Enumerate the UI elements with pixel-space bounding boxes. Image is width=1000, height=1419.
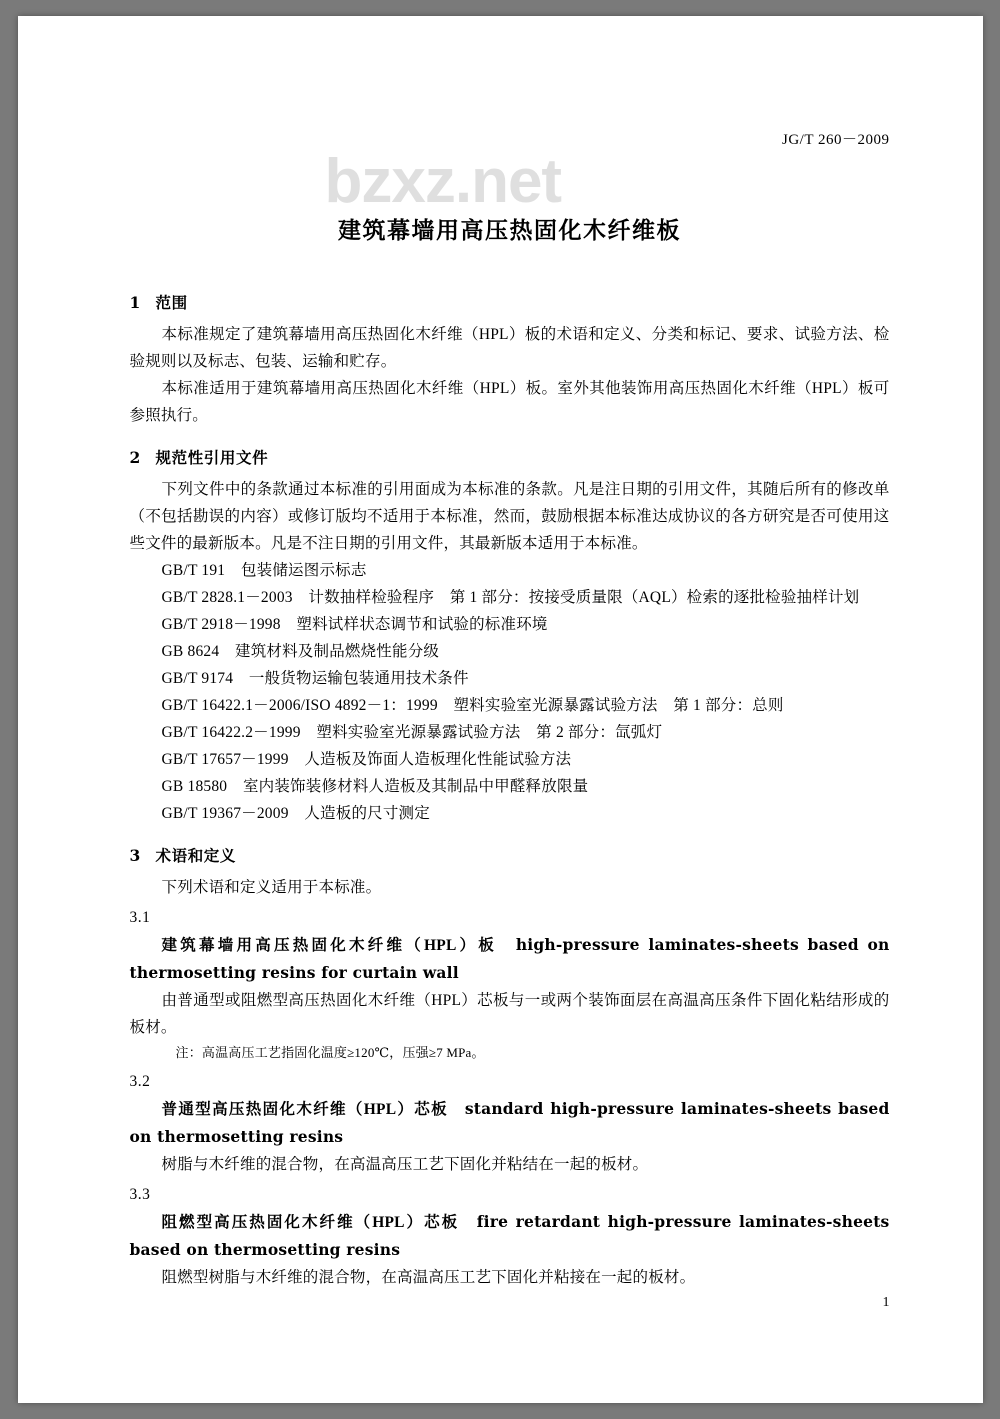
term-en: standard high-pressure laminates-sheets based on thermosetting resins: [129, 1099, 890, 1146]
section-heading-1: [130, 291, 890, 313]
reference-item: GB/T 191 包装储运图示标志: [161, 562, 367, 579]
section-number-2: 2: [129, 448, 141, 467]
reference-item: GB/T 16422.2－1999 塑料实验室光源暴露试验方法 第 2 部分：氙弧灯: [161, 724, 663, 741]
term-entry: [130, 1208, 890, 1264]
section-3-paragraph-1: 下列术语和定义适用于本标准。: [161, 879, 382, 896]
term-entry: [130, 931, 890, 987]
reference-item: GB 18580 室内装饰装修材料人造板及其制品中甲醛释放限量: [161, 778, 589, 795]
term-en: high-pressure laminates-sheets based on thermosetting resins for curtain wall: [129, 935, 890, 982]
page-number: 1: [882, 1295, 890, 1310]
reference-item: GB/T 2918－1998 塑料试样状态调节和试验的标准环境: [161, 616, 548, 633]
document-page: [18, 16, 983, 1403]
reference-item: GB 8624 建筑材料及制品燃烧性能分级: [161, 643, 440, 660]
section-heading-2: [130, 446, 890, 468]
section-number-3: 3: [129, 846, 141, 865]
section-title-2: 规范性引用文件: [155, 448, 269, 467]
section-1-paragraph-1: 本标准规定了建筑幕墙用高压热固化木纤维（HPL）板的术语和定义、分类和标记、要求、试验方法、检验规则以及标志、包装、运输和贮存。: [129, 326, 890, 370]
section-title-1: 范围: [155, 293, 188, 312]
term-cn: 阻燃型高压热固化木纤维（HPL）芯板: [161, 1214, 460, 1231]
term-number: 3.3: [129, 1186, 151, 1203]
section-title-3: 术语和定义: [155, 846, 237, 865]
term-en: fire retardant high-pressure laminates-sheets based on thermosetting resins: [129, 1212, 890, 1259]
section-2-paragraph-1: 下列文件中的条款通过本标准的引用面成为本标准的条款。凡是注日期的引用文件，其随后所有的修改单（不包括勘误的内容）或修订版均不适用于本标准，然而，鼓励根据本标准达成协议的各方研究是否可使用这些文件的最新版本。凡是不注日期的引用文件，其最新版本适用于本标准。: [129, 481, 890, 552]
document-body: [130, 274, 890, 1291]
term-cn: 建筑幕墙用高压热固化木纤维（HPL）板: [161, 937, 498, 954]
section-1-paragraph-2: 本标准适用于建筑幕墙用高压热固化木纤维（HPL）板。室外其他装饰用高压热固化木纤维（HPL）板可参照执行。: [129, 380, 890, 424]
term-definition: 由普通型或阻燃型高压热固化木纤维（HPL）芯板与一或两个装饰面层在高温高压条件下固化粘结形成的板材。: [129, 992, 890, 1036]
page-title: 建筑幕墙用高压热固化木纤维板: [338, 217, 681, 244]
watermark-text: bzxz.net: [324, 147, 562, 216]
reference-item: GB/T 17657－1999 人造板及饰面人造板理化性能试验方法: [161, 751, 572, 768]
reference-item: GB/T 16422.1－2006/ISO 4892－1：1999 塑料实验室光源暴露试验方法 第 1 部分：总则: [161, 697, 784, 714]
term-definition: 阻燃型树脂与木纤维的混合物，在高温高压工艺下固化并粘接在一起的板材。: [161, 1269, 696, 1286]
section-number-1: 1: [129, 293, 141, 312]
term-entry: [130, 1095, 890, 1151]
term-number: 3.1: [129, 909, 151, 926]
page-content: [130, 16, 890, 1403]
term-number: 3.2: [129, 1073, 151, 1090]
term-cn: 普通型高压热固化木纤维（HPL）芯板: [161, 1101, 448, 1118]
reference-item: GB/T 9174 一般货物运输包装通用技术条件: [161, 670, 469, 687]
term-definition: 树脂与木纤维的混合物，在高温高压工艺下固化并粘结在一起的板材。: [161, 1156, 649, 1173]
reference-item: GB/T 19367－2009 人造板的尺寸测定: [161, 805, 430, 822]
standard-code: JG/T 260－2009: [782, 132, 890, 148]
reference-item: GB/T 2828.1－2003 计数抽样检验程序 第 1 部分：按接受质量限（AQL）检索的逐批检验抽样计划: [161, 589, 860, 606]
section-heading-3: [130, 844, 890, 866]
term-note: 注：高温高压工艺指固化温度≥120℃，压强≥7 MPa。: [175, 1045, 485, 1060]
